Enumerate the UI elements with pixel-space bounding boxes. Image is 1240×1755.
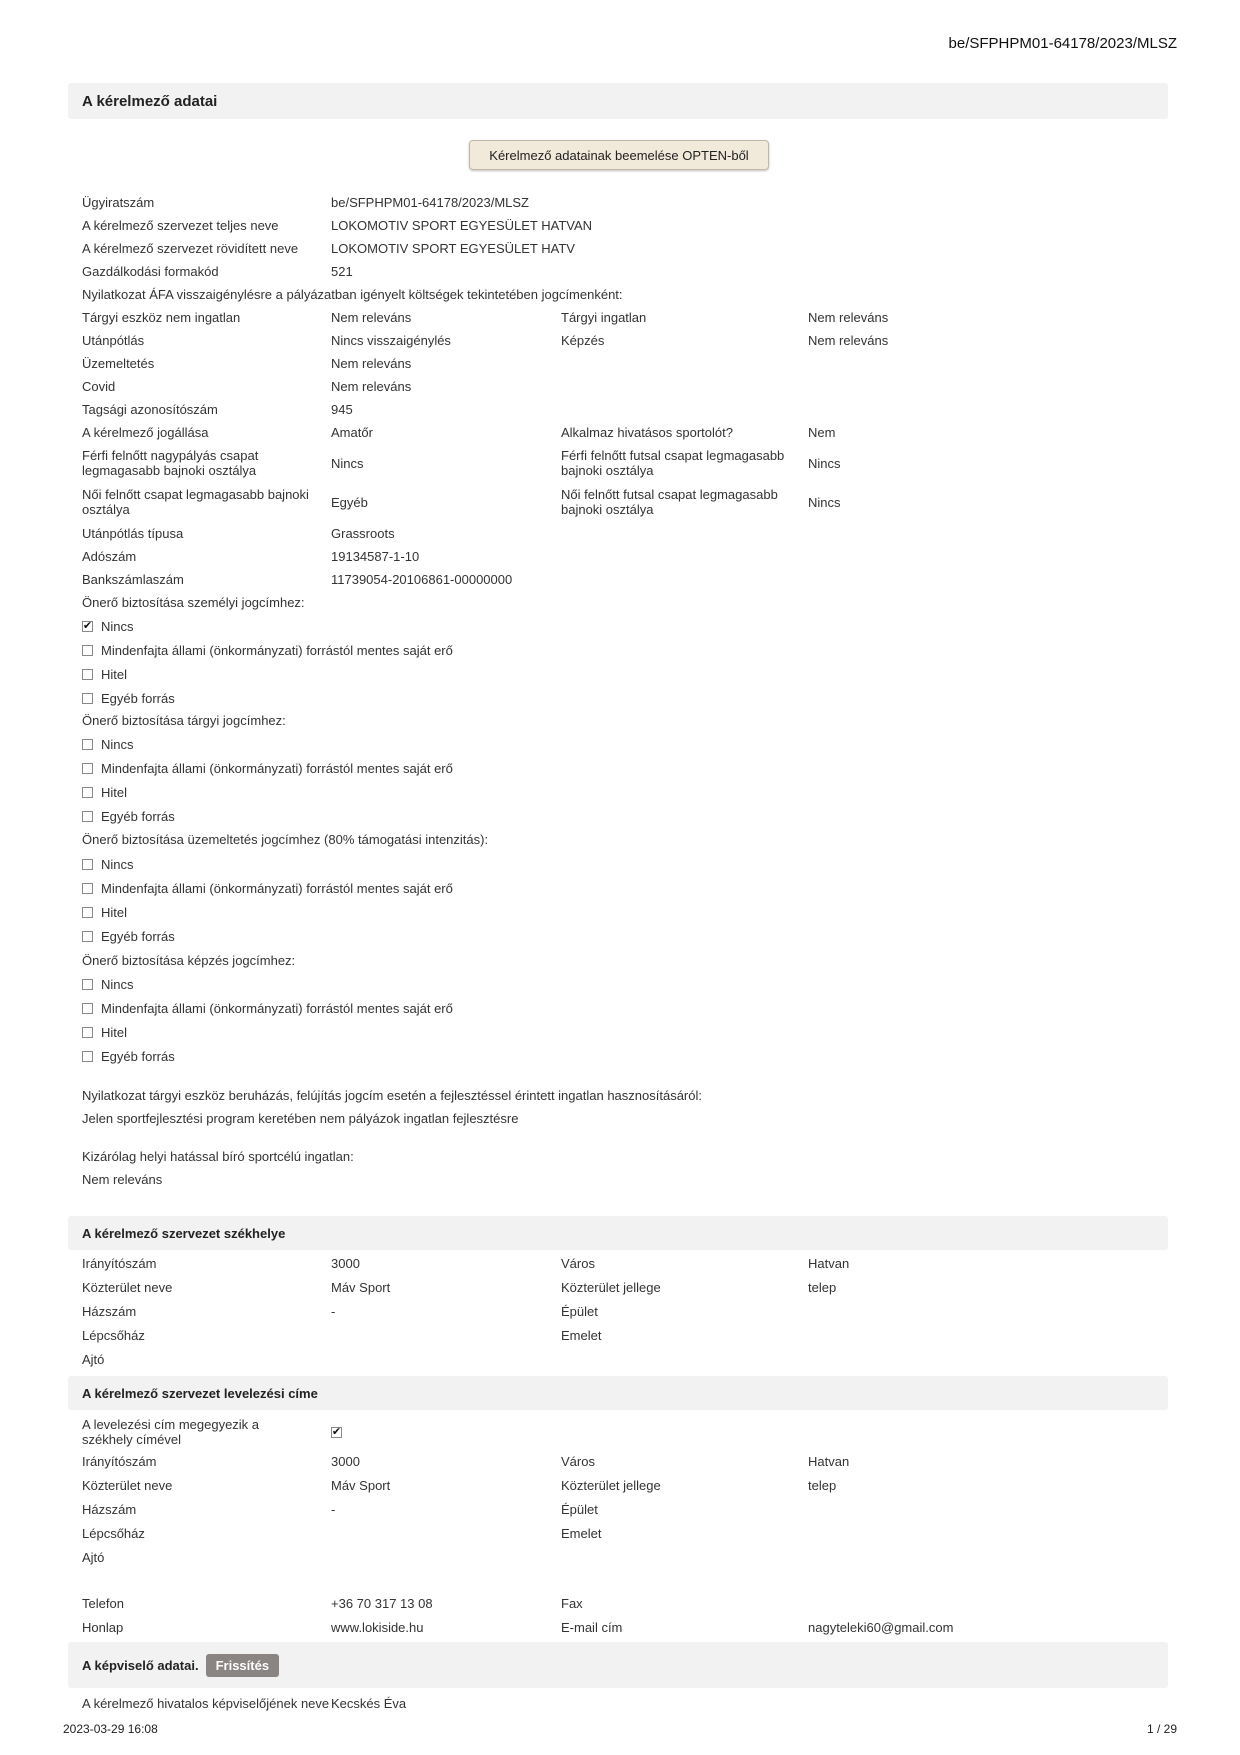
field-label: Közterület jellege xyxy=(561,1280,661,1295)
field-label: Épület xyxy=(561,1502,598,1517)
field-label: Város xyxy=(561,1256,595,1271)
field-label: Képzés xyxy=(561,333,605,348)
field-value: Hatvan xyxy=(808,1256,850,1271)
field-value: +36 70 317 13 08 xyxy=(331,1596,433,1611)
mail-row-4 xyxy=(82,1522,1172,1545)
field-label: Házszám xyxy=(82,1502,137,1517)
form-code-row xyxy=(82,260,1172,283)
field-label: Lépcsőház xyxy=(82,1328,145,1343)
field-label: A kérelmező hivatalos képviselőjének neve xyxy=(82,1696,330,1711)
checkbox-unchecked[interactable] xyxy=(82,669,93,680)
field-label: Irányítószám xyxy=(82,1256,157,1271)
field-label: Nyilatkozat tárgyi eszköz beruházás, felújítás jogcím esetén a fejlesztéssel érintett ingatlan hasznosításáról: xyxy=(82,1088,702,1103)
field-label: A levelezési cím megegyezik a székhely címével xyxy=(82,1417,260,1447)
checkbox-label: Nincs xyxy=(101,857,134,872)
property-use-declaration-value xyxy=(82,1107,1172,1130)
section-header-mailing-address xyxy=(68,1376,1168,1410)
checkbox-unchecked[interactable] xyxy=(82,883,93,894)
section-title: A képviselő adatai. xyxy=(82,1657,199,1673)
field-label: Honlap xyxy=(82,1620,124,1635)
checkbox-unchecked[interactable] xyxy=(82,811,93,822)
same-address-checkbox-cell xyxy=(331,1414,561,1450)
field-value: - xyxy=(331,1502,336,1517)
checkbox-unchecked[interactable] xyxy=(82,1003,93,1014)
field-label: Ügyiratszám xyxy=(82,195,155,210)
field-label: Fax xyxy=(561,1596,583,1611)
checkbox-label: Nincs xyxy=(101,619,134,634)
own-funds-operation-option[interactable] xyxy=(82,853,134,876)
vat-row-3 xyxy=(82,352,1172,375)
field-label: Önerő biztosítása üzemeltetés jogcímhez (80% támogatási intenzitás): xyxy=(82,832,489,847)
field-label: Nyilatkozat ÁFA visszaigénylésre a pályázatban igényelt költségek tekintetében jogcímenként: xyxy=(82,287,623,302)
own-funds-operation-option[interactable] xyxy=(82,877,453,900)
mens-division-row xyxy=(82,444,1172,482)
own-funds-tangible-option[interactable] xyxy=(82,733,134,756)
contact-row-1 xyxy=(82,1592,1172,1615)
mail-row-3 xyxy=(82,1498,1172,1521)
own-funds-training-heading xyxy=(82,949,1172,972)
case-number-row xyxy=(82,191,1172,214)
vat-row-1 xyxy=(82,306,1172,329)
field-label: Házszám xyxy=(82,1304,137,1319)
field-label: A kérelmező jogállása xyxy=(82,425,209,440)
field-value: Nincs xyxy=(808,455,841,471)
checkbox-unchecked[interactable] xyxy=(82,1051,93,1062)
field-value: nagyteleki60@gmail.com xyxy=(808,1620,954,1635)
checkbox-label: Mindenfajta állami (önkormányzati) forrástól mentes saját erő xyxy=(101,643,453,658)
field-value: telep xyxy=(808,1478,837,1493)
field-value: Nincs visszaigénylés xyxy=(331,333,451,348)
field-value: Máv Sport xyxy=(331,1478,391,1493)
mailing-same-as-seat-row xyxy=(82,1414,1172,1450)
field-value: Amatőr xyxy=(331,425,373,440)
field-value: Nem releváns xyxy=(331,379,412,394)
field-label: Tárgyi ingatlan xyxy=(561,310,647,325)
field-label: Kizárólag helyi hatással bíró sportcélú ingatlan: xyxy=(82,1149,354,1164)
field-label: Lépcsőház xyxy=(82,1526,145,1541)
vat-row-4 xyxy=(82,375,1172,398)
field-label: Bankszámlaszám xyxy=(82,572,184,587)
checkbox-label: Hitel xyxy=(101,1025,128,1040)
field-value: Máv Sport xyxy=(331,1280,391,1295)
checkbox-label: Egyéb forrás xyxy=(101,691,175,706)
vat-declaration-heading xyxy=(82,283,1172,306)
field-label: Emelet xyxy=(561,1328,602,1343)
property-use-declaration-label xyxy=(82,1084,1172,1107)
field-value: be/SFPHPM01-64178/2023/MLSZ xyxy=(331,195,529,210)
own-funds-tangible-option[interactable] xyxy=(82,757,453,780)
field-label: E-mail cím xyxy=(561,1620,623,1635)
field-value: Egyéb xyxy=(331,494,368,510)
field-label: Ajtó xyxy=(82,1352,105,1367)
seat-row-2 xyxy=(82,1276,1172,1299)
checkbox-label: Mindenfajta állami (önkormányzati) forrástól mentes saját erő xyxy=(101,881,453,896)
field-value: 3000 xyxy=(331,1256,360,1271)
own-funds-training-option[interactable] xyxy=(82,1021,127,1044)
own-funds-tangible-option[interactable] xyxy=(82,781,127,804)
field-label: Önerő biztosítása képzés jogcímhez: xyxy=(82,953,296,968)
field-value: Nem releváns xyxy=(808,310,889,325)
checkbox-label: Mindenfajta állami (önkormányzati) forrástól mentes saját erő xyxy=(101,1001,453,1016)
field-label: Tárgyi eszköz nem ingatlan xyxy=(82,310,241,325)
checkbox-unchecked[interactable] xyxy=(82,979,93,990)
field-label: Női felnőtt csapat legmagasabb bajnoki osztálya xyxy=(82,487,309,517)
checkbox-unchecked[interactable] xyxy=(82,931,93,942)
field-value: 19134587-1-10 xyxy=(331,549,420,564)
checkbox-label: Hitel xyxy=(101,905,128,920)
seat-row-5 xyxy=(82,1348,1172,1371)
section-title: A kérelmező adatai xyxy=(82,92,218,110)
checkbox-checked[interactable]: ✔ xyxy=(82,620,93,632)
checkbox-unchecked[interactable] xyxy=(82,787,93,798)
field-label: Alkalmaz hivatásos sportolót? xyxy=(561,425,733,440)
mail-row-1 xyxy=(82,1450,1172,1473)
field-label: Utánpótlás xyxy=(82,333,145,348)
checkbox-unchecked[interactable] xyxy=(82,859,93,870)
opten-import-button[interactable]: Kérelmező adatainak beemelése OPTEN-ből xyxy=(469,140,769,170)
checkbox-unchecked[interactable] xyxy=(82,1027,93,1038)
field-value: www.lokiside.hu xyxy=(331,1620,424,1635)
checkbox-label: Nincs xyxy=(101,977,134,992)
footer-page-number: 1 / 29 xyxy=(1146,1722,1177,1736)
local-impact-label xyxy=(82,1145,1172,1168)
field-value: 11739054-20106861-00000000 xyxy=(331,572,513,587)
checkbox-checked[interactable]: ✔ xyxy=(331,1425,342,1438)
field-label: Női felnőtt futsal csapat legmagasabb bajnoki osztálya xyxy=(561,487,778,517)
field-value: Nincs xyxy=(331,455,364,471)
field-value: Hatvan xyxy=(808,1454,850,1469)
checkbox-label: Hitel xyxy=(101,667,128,682)
field-label: Közterület neve xyxy=(82,1478,173,1493)
vat-row-2 xyxy=(82,329,1172,352)
refresh-button[interactable]: Frissítés xyxy=(206,1654,279,1677)
own-funds-training-option[interactable] xyxy=(82,973,134,996)
mail-row-5 xyxy=(82,1546,1172,1569)
checkbox-unchecked[interactable] xyxy=(82,739,93,750)
full-name-row xyxy=(82,214,1172,237)
field-label: Tagsági azonosítószám xyxy=(82,402,218,417)
own-funds-operation-heading xyxy=(82,828,1172,851)
membership-id-row xyxy=(82,398,1172,421)
field-label: Emelet xyxy=(561,1526,602,1541)
tax-number-row xyxy=(82,545,1172,568)
field-label: Adószám xyxy=(82,549,137,564)
field-label: A kérelmező szervezet teljes neve xyxy=(82,218,279,233)
field-label: Önerő biztosítása tárgyi jogcímhez: xyxy=(82,713,286,728)
field-label: Város xyxy=(561,1454,595,1469)
local-impact-value xyxy=(82,1168,1172,1191)
section-title: A kérelmező szervezet levelezési címe xyxy=(82,1385,318,1401)
field-label: Épület xyxy=(561,1304,598,1319)
field-label: Utánpótlás típusa xyxy=(82,526,184,541)
field-value: Nem xyxy=(808,425,836,440)
field-value: Jelen sportfejlesztési program keretében nem pályázok ingatlan fejlesztésre xyxy=(82,1111,519,1126)
own-funds-personnel-option[interactable] xyxy=(82,615,134,638)
seat-row-1 xyxy=(82,1252,1172,1275)
field-value: Nem releváns xyxy=(82,1172,163,1187)
contact-row-2 xyxy=(82,1616,1172,1639)
field-label: Irányítószám xyxy=(82,1454,157,1469)
field-value: LOKOMOTIV SPORT EGYESÜLET HATV xyxy=(331,241,575,256)
field-label: Önerő biztosítása személyi jogcímhez: xyxy=(82,595,305,610)
own-funds-tangible-heading xyxy=(82,709,1172,732)
checkbox-label: Egyéb forrás xyxy=(101,809,175,824)
representative-row xyxy=(82,1692,1172,1715)
own-funds-personnel-option[interactable] xyxy=(82,663,127,686)
field-value: telep xyxy=(808,1280,837,1295)
own-funds-personnel-heading xyxy=(82,591,1172,614)
field-label: Közterület neve xyxy=(82,1280,173,1295)
own-funds-tangible-option[interactable] xyxy=(82,805,175,828)
field-label: Telefon xyxy=(82,1596,124,1611)
youth-type-row xyxy=(82,522,1172,545)
own-funds-personnel-option[interactable] xyxy=(82,639,453,662)
checkbox-label: Egyéb forrás xyxy=(101,929,175,944)
field-label: Gazdálkodási formakód xyxy=(82,264,219,279)
checkbox-label: Egyéb forrás xyxy=(101,1049,175,1064)
bank-account-row xyxy=(82,568,1172,591)
field-value: Nem releváns xyxy=(808,333,889,348)
checkbox-unchecked[interactable] xyxy=(82,907,93,918)
field-label: A kérelmező szervezet rövidített neve xyxy=(82,241,299,256)
section-header-seat xyxy=(68,1216,1168,1250)
own-funds-training-option[interactable] xyxy=(82,1045,175,1068)
section-header-representative xyxy=(68,1642,1168,1688)
field-label: Férfi felnőtt nagypályás csapat legmagasabb bajnoki osztálya xyxy=(82,448,259,478)
field-label: Ajtó xyxy=(82,1550,105,1565)
field-value: Nem releváns xyxy=(331,356,412,371)
seat-row-3 xyxy=(82,1300,1172,1323)
checkbox-unchecked[interactable] xyxy=(82,645,93,656)
mail-row-2 xyxy=(82,1474,1172,1497)
seat-row-4 xyxy=(82,1324,1172,1347)
own-funds-operation-option[interactable] xyxy=(82,925,175,948)
field-label: Üzemeltetés xyxy=(82,356,155,371)
field-label: Covid xyxy=(82,379,116,394)
field-label: Közterület jellege xyxy=(561,1478,661,1493)
document-reference: be/SFPHPM01-64178/2023/MLSZ xyxy=(948,35,1177,52)
field-value: Kecskés Éva xyxy=(331,1696,407,1711)
footer-timestamp: 2023-03-29 16:08 xyxy=(63,1722,158,1736)
checkbox-unchecked[interactable] xyxy=(82,763,93,774)
checkbox-unchecked[interactable] xyxy=(82,693,93,704)
field-label: Férfi felnőtt futsal csapat legmagasabb bajnoki osztálya xyxy=(561,448,785,478)
short-name-row xyxy=(82,237,1172,260)
legal-status-row xyxy=(82,421,1172,444)
field-value: Grassroots xyxy=(331,526,395,541)
field-value: 945 xyxy=(331,402,353,417)
womens-division-row xyxy=(82,483,1172,521)
own-funds-training-option[interactable] xyxy=(82,997,453,1020)
field-value: 521 xyxy=(331,264,353,279)
checkbox-label: Nincs xyxy=(101,737,134,752)
own-funds-operation-option[interactable] xyxy=(82,901,127,924)
field-value: - xyxy=(331,1304,336,1319)
checkbox-label: Hitel xyxy=(101,785,128,800)
field-value: Nincs xyxy=(808,494,841,510)
checkbox-label: Mindenfajta állami (önkormányzati) forrástól mentes saját erő xyxy=(101,761,453,776)
field-value: LOKOMOTIV SPORT EGYESÜLET HATVAN xyxy=(331,218,593,233)
field-value: Nem releváns xyxy=(331,310,412,325)
section-title: A kérelmező szervezet székhelye xyxy=(82,1225,286,1241)
own-funds-personnel-option[interactable] xyxy=(82,687,175,710)
section-header-applicant xyxy=(68,83,1168,119)
field-value: 3000 xyxy=(331,1454,360,1469)
